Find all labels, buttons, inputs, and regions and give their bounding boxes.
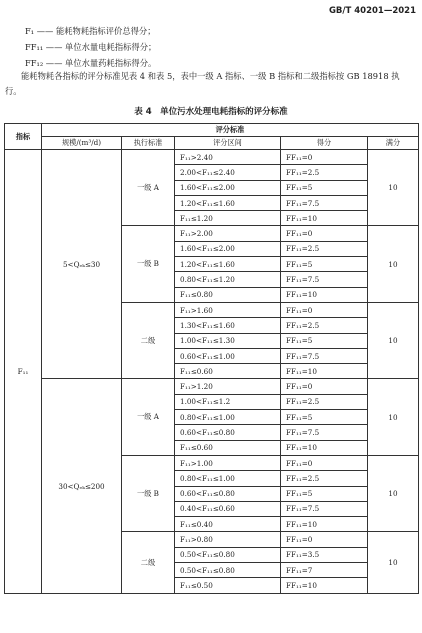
table-row	[5, 150, 419, 165]
full-score-cell: 10	[368, 226, 419, 302]
range-cell: 0.60<F₁₁≤1.00	[175, 348, 281, 363]
score-standard-header: 评分标准	[42, 124, 419, 137]
full-score-cell: 10	[368, 379, 419, 455]
standard-cell: 二级	[122, 302, 175, 378]
score-cell: FF₁₁=2.5	[281, 318, 368, 333]
standard-cell: 二级	[122, 532, 175, 593]
range-cell: 1.00<F₁₁≤1.2	[175, 394, 281, 409]
range-cell: 0.50<F₁₁≤0.80	[175, 547, 281, 562]
range-cell: F₁₁≤0.60	[175, 364, 281, 379]
range-cell: F₁₁>0.80	[175, 532, 281, 547]
range-cell: 1.00<F₁₁≤1.30	[175, 333, 281, 348]
score-cell: FF₁₁=5	[281, 257, 368, 272]
score-cell: FF₁₁=5	[281, 486, 368, 501]
score-cell: FF₁₁=10	[281, 578, 368, 593]
range-cell: F₁₁>2.40	[175, 150, 281, 165]
range-cell: F₁₁≤0.50	[175, 578, 281, 593]
definition-f1: F₁ —— 能耗物耗指标评价总得分；	[25, 26, 156, 36]
score-cell: FF₁₁=5	[281, 180, 368, 195]
range-cell: 0.60<F₁₁≤0.80	[175, 425, 281, 440]
standard-cell: 一级 A	[122, 379, 175, 455]
table-caption: 表 4 单位污水处理电耗指标的评分标准	[134, 107, 288, 117]
table-row	[5, 379, 419, 394]
range-cell: 1.20<F₁₁≤1.60	[175, 195, 281, 210]
score-cell: FF₁₁=10	[281, 211, 368, 226]
full-score-cell: 10	[368, 302, 419, 378]
score-cell: FF₁₁=7	[281, 563, 368, 578]
full-score-cell: 10	[368, 455, 419, 531]
score-cell: FF₁₁=10	[281, 440, 368, 455]
range-cell: 0.80<F₁₁≤1.00	[175, 410, 281, 425]
score-cell: FF₁₁=7.5	[281, 425, 368, 440]
score-cell: FF₁₁=2.5	[281, 165, 368, 180]
score-cell: FF₁₁=2.5	[281, 471, 368, 486]
range-cell: 0.60<F₁₁≤0.80	[175, 486, 281, 501]
score-cell: FF₁₁=0	[281, 379, 368, 394]
col-header-score: 得分	[281, 137, 368, 150]
score-cell: FF₁₁=7.5	[281, 195, 368, 210]
score-cell: FF₁₁=3.5	[281, 547, 368, 562]
range-cell: F₁₁≤0.80	[175, 287, 281, 302]
score-cell: FF₁₁=10	[281, 287, 368, 302]
col-header-scale: 规模/(m³/d)	[42, 137, 122, 150]
score-cell: FF₁₁=0	[281, 150, 368, 165]
score-cell: FF₁₁=5	[281, 410, 368, 425]
intro-paragraph	[5, 69, 416, 99]
range-cell: 1.30<F₁₁≤1.60	[175, 318, 281, 333]
score-cell: FF₁₁=7.5	[281, 501, 368, 516]
range-cell: 1.20<F₁₁≤1.60	[175, 257, 281, 272]
range-cell: 0.80<F₁₁≤1.00	[175, 471, 281, 486]
indicator-header: 指标	[5, 124, 42, 150]
col-header-range: 评分区间	[175, 137, 281, 150]
score-cell: FF₁₁=7.5	[281, 348, 368, 363]
scale-cell: 5<Qₑₖ≤30	[42, 150, 122, 379]
range-cell: F₁₁≤0.60	[175, 440, 281, 455]
standard-cell: 一级 A	[122, 150, 175, 226]
range-cell: F₁₁>1.00	[175, 455, 281, 470]
score-cell: FF₁₁=2.5	[281, 394, 368, 409]
standard-cell: 一级 B	[122, 226, 175, 302]
col-header-standard: 执行标准	[122, 137, 175, 150]
range-cell: 0.50<F₁₁≤0.80	[175, 563, 281, 578]
scoring-table	[4, 123, 419, 594]
definition-ff11: FF₁₁ —— 单位水量电耗指标得分；	[25, 42, 157, 52]
col-header-full-score: 满分	[368, 137, 419, 150]
scale-cell: 30<Qₑₖ≤200	[42, 379, 122, 593]
score-cell: FF₁₁=0	[281, 532, 368, 547]
score-cell: FF₁₁=10	[281, 364, 368, 379]
intro-paragraph-text: 能耗物耗各指标的评分标准见表 4 和表 5，表中一级 A 指标、一级 B 指标和二级指标按 GB 18918 执行。	[5, 71, 400, 96]
score-cell: FF₁₁=0	[281, 226, 368, 241]
standard-number: GB/T 40201—2021	[328, 6, 416, 16]
range-cell: 2.00<F₁₁≤2.40	[175, 165, 281, 180]
range-cell: F₁₁>2.00	[175, 226, 281, 241]
range-cell: F₁₁≤0.40	[175, 517, 281, 532]
range-cell: 0.40<F₁₁≤0.60	[175, 501, 281, 516]
standard-cell: 一级 B	[122, 455, 175, 531]
range-cell: F₁₁≤1.20	[175, 211, 281, 226]
table-body	[5, 150, 419, 594]
full-score-cell: 10	[368, 150, 419, 226]
range-cell: 1.60<F₁₁≤2.00	[175, 241, 281, 256]
range-cell: 1.60<F₁₁≤2.00	[175, 180, 281, 195]
score-cell: FF₁₁=0	[281, 455, 368, 470]
range-cell: F₁₁>1.20	[175, 379, 281, 394]
range-cell: 0.80<F₁₁≤1.20	[175, 272, 281, 287]
score-cell: FF₁₁=0	[281, 302, 368, 317]
indicator-cell: F₁₁	[5, 150, 42, 594]
definition-ff12: FF₁₂ —— 单位水量药耗指标得分。	[25, 58, 157, 68]
score-cell: FF₁₁=2.5	[281, 241, 368, 256]
score-cell: FF₁₁=5	[281, 333, 368, 348]
full-score-cell: 10	[368, 532, 419, 593]
score-cell: FF₁₁=10	[281, 517, 368, 532]
score-cell: FF₁₁=7.5	[281, 272, 368, 287]
range-cell: F₁₁>1.60	[175, 302, 281, 317]
